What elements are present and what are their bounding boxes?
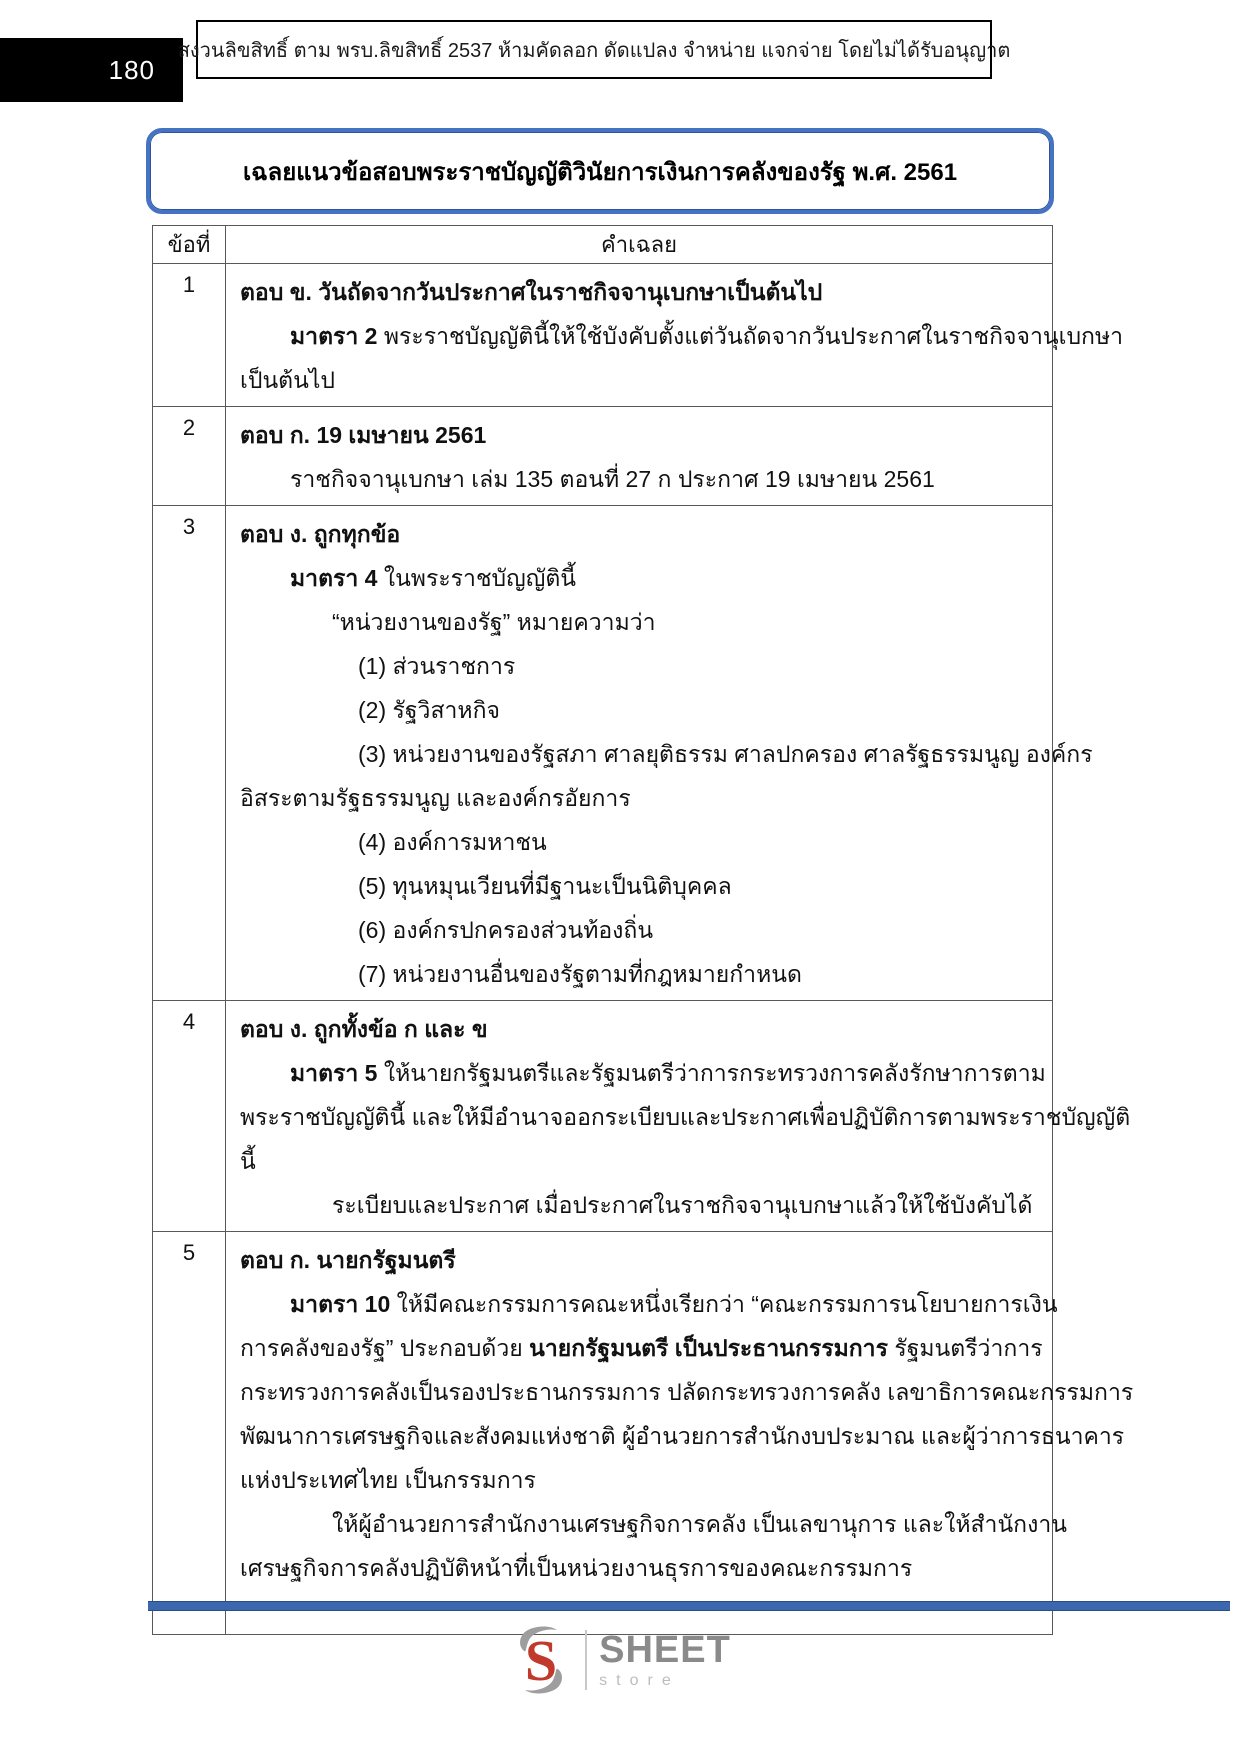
page-number: 180 — [108, 54, 155, 85]
title-box — [146, 128, 1054, 214]
answer-line — [240, 1326, 1133, 1370]
answer-line — [240, 776, 1093, 820]
answer-cell — [226, 1232, 1147, 1634]
answer-line — [240, 908, 1093, 952]
question-number: 4 — [153, 1001, 226, 1231]
table-row — [153, 1232, 1134, 1634]
answer-line — [240, 1546, 1133, 1590]
answer-text: อิสระตามรัฐธรรมนูญ และองค์กรอัยการ — [240, 785, 631, 811]
answer-line — [240, 1370, 1133, 1414]
answer-text: ให้มีคณะกรรมการคณะหนึ่งเรียกว่า “คณะกรรมการนโยบายการเงิน — [390, 1291, 1058, 1317]
page-number-box — [0, 38, 183, 102]
answer-line — [240, 1095, 1130, 1139]
answer-text: พระราชบัญญัตินี้ให้ใช้บังคับตั้งแต่วันถัดจากวันประกาศในราชกิจจานุเบกษา — [377, 323, 1124, 349]
answer-line — [240, 1007, 1130, 1051]
answer-line — [240, 512, 1093, 556]
answer-cell — [226, 264, 1137, 406]
answer-cell — [226, 506, 1107, 1000]
column-header-answer: คำเฉลย — [601, 232, 677, 257]
answer-line — [240, 1139, 1130, 1183]
table-row — [153, 506, 1093, 1001]
answer-cell — [226, 1001, 1144, 1231]
answer-text-bold: ตอบ ข. วันถัดจากวันประกาศในราชกิจจานุเบกษาเป็นต้นไป — [240, 279, 823, 305]
table-header-row — [153, 226, 1052, 264]
answer-line — [240, 1458, 1133, 1502]
answer-text-bold: ตอบ ก. 19 เมษายน 2561 — [240, 422, 487, 448]
answer-text: (1) ส่วนราชการ — [358, 653, 516, 679]
answer-text-bold: ตอบ ง. ถูกทั้งข้อ ก และ ข — [240, 1016, 488, 1042]
copyright-notice-box — [177, 20, 1011, 79]
answer-line — [240, 358, 1123, 402]
logo-divider — [585, 1630, 587, 1690]
answer-line — [240, 413, 1038, 457]
answer-line — [240, 314, 1123, 358]
question-number: 3 — [153, 506, 226, 1000]
answer-text: (2) รัฐวิสาหกิจ — [358, 697, 500, 723]
answer-text: (5) ทุนหมุนเวียนที่มีฐานะเป็นนิติบุคคล — [358, 873, 732, 899]
answer-line — [240, 600, 1093, 644]
answer-line — [240, 1183, 1130, 1227]
answer-text: นี้ — [240, 1148, 256, 1174]
question-number: 5 — [153, 1232, 226, 1634]
answer-line — [240, 864, 1093, 908]
answer-line — [240, 1414, 1133, 1458]
answer-line — [240, 820, 1093, 864]
answer-line — [240, 270, 1123, 314]
answer-text: “หน่วยงานของรัฐ” หมายความว่า — [332, 609, 656, 635]
logo-text — [599, 1631, 731, 1689]
answer-line — [240, 688, 1093, 732]
answer-text-bold: มาตรา 4 — [290, 565, 378, 591]
answer-text: การคลังของรัฐ” ประกอบด้วย — [240, 1335, 530, 1361]
answer-text: ระเบียบและประกาศ เมื่อประกาศในราชกิจจานุเบกษาแล้วให้ใช้บังคับได้ — [332, 1192, 1033, 1218]
answer-line — [240, 457, 1038, 501]
footer-divider-bar — [148, 1601, 1230, 1611]
answer-text-bold: มาตรา 10 — [290, 1291, 391, 1317]
answer-line — [240, 644, 1093, 688]
answer-text-bold: ตอบ ก. นายกรัฐมนตรี — [240, 1247, 456, 1273]
answer-text: แห่งประเทศไทย เป็นกรรมการ — [240, 1467, 536, 1493]
answer-text: ในพระราชบัญญัตินี้ — [377, 565, 577, 591]
answer-text: (6) องค์กรปกครองส่วนท้องถิ่น — [358, 917, 654, 943]
answer-line — [240, 732, 1093, 776]
question-number: 1 — [153, 264, 226, 406]
answer-text-bold: มาตรา 2 — [290, 323, 378, 349]
answer-line — [240, 1282, 1133, 1326]
answer-text: พระราชบัญญัตินี้ และให้มีอำนาจออกระเบียบและประกาศเพื่อปฏิบัติการตามพระราชบัญญัติ — [240, 1104, 1131, 1130]
answer-text-bold: มาตรา 5 — [290, 1060, 378, 1086]
sheet-store-logo — [0, 1624, 1240, 1696]
answer-text: พัฒนาการเศรษฐกิจและสังคมแห่งชาติ ผู้อำนวยการสำนักงบประมาณ และผู้ว่าการธนาคาร — [240, 1423, 1125, 1449]
answer-text-bold: ตอบ ง. ถูกทุกข้อ — [240, 521, 401, 547]
table-row — [153, 264, 1124, 407]
answer-text: (7) หน่วยงานอื่นของรัฐตามที่กฎหมายกำหนด — [358, 961, 802, 987]
table-row — [153, 1001, 1131, 1232]
answer-text: ราชกิจจานุเบกษา เล่ม 135 ตอนที่ 27 ก ประกาศ 19 เมษายน 2561 — [290, 466, 935, 492]
answer-line — [240, 556, 1093, 600]
answer-text: ให้นายกรัฐมนตรีและรัฐมนตรีว่าการกระทรวงการคลังรักษาการตาม — [377, 1060, 1046, 1086]
answer-text: กระทรวงการคลังเป็นรองประธานกรรมการ ปลัดกระทรวงการคลัง เลขาธิการคณะกรรมการ — [240, 1379, 1134, 1405]
answer-table — [152, 225, 1134, 1635]
sheet-store-s-icon — [509, 1624, 573, 1696]
logo-subtitle: store — [599, 1672, 680, 1689]
answer-text-bold: นายกรัฐมนตรี เป็นประธานกรรมการ — [529, 1335, 888, 1361]
question-number: 2 — [153, 407, 226, 505]
answer-line — [240, 1051, 1130, 1095]
answer-text: เป็นต้นไป — [240, 367, 336, 393]
page-title: เฉลยแนวข้อสอบพระราชบัญญัติวินัยการเงินการคลังของรัฐ พ.ศ. 2561 — [242, 158, 958, 186]
answer-cell — [226, 407, 1052, 505]
answer-table-body — [153, 264, 1134, 1634]
answer-text: ให้ผู้อำนวยการสำนักงานเศรษฐกิจการคลัง เป็นเลขานุการ และให้สำนักงาน — [332, 1511, 1067, 1537]
column-header-number: ข้อที่ — [153, 226, 226, 263]
answer-text: (4) องค์การมหาชน — [358, 829, 547, 855]
answer-text: เศรษฐกิจการคลังปฏิบัติหน้าที่เป็นหน่วยงานธุรการของคณะกรรมการ — [240, 1555, 913, 1581]
svg-text:S: S — [525, 1628, 558, 1693]
copyright-notice-text: สงวนลิขสิทธิ์ ตาม พรบ.ลิขสิทธิ์ 2537 ห้ามคัดลอก ดัดแปลง จำหน่าย แจกจ่าย โดยไม่ได้รับอนุญาต — [177, 39, 1011, 62]
answer-line — [240, 1238, 1133, 1282]
answer-text: (3) หน่วยงานของรัฐสภา ศาลยุติธรรม ศาลปกครอง ศาลรัฐธรรมนูญ องค์กร — [358, 741, 1093, 767]
answer-line — [240, 1502, 1133, 1546]
answer-text: รัฐมนตรีว่าการ — [887, 1335, 1043, 1361]
logo-name: SHEET — [599, 1629, 731, 1671]
table-row — [153, 407, 1052, 506]
answer-line — [240, 952, 1093, 996]
